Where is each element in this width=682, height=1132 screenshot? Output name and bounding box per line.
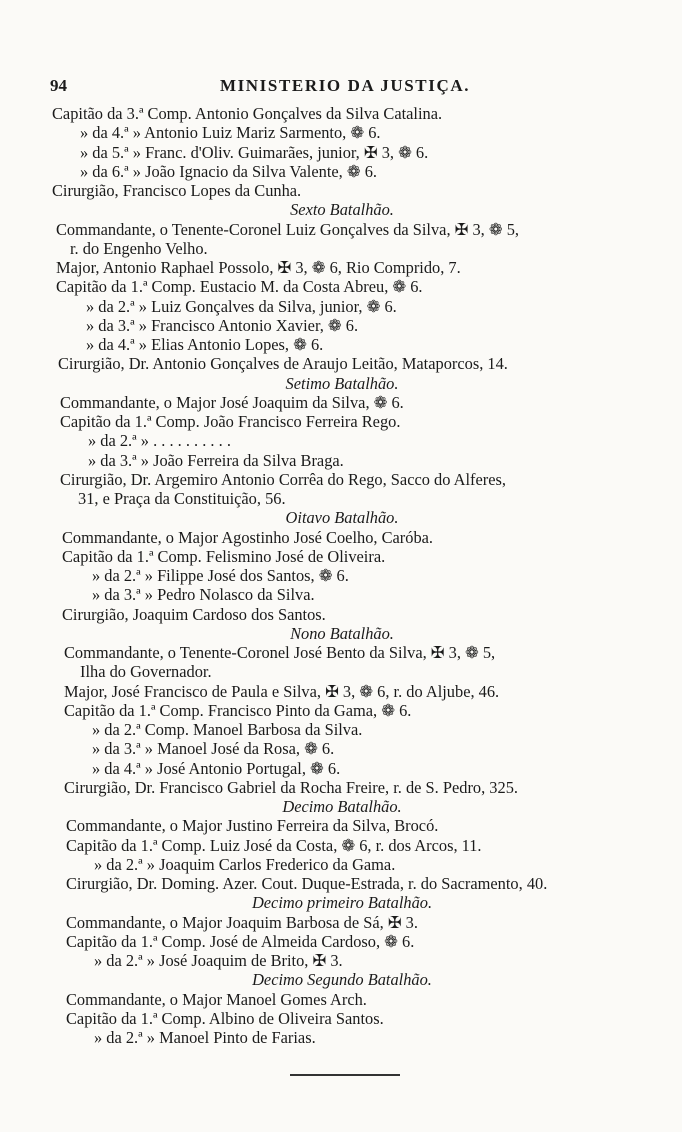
text-line: Capitão da 1.ª Comp. Eustacio M. da Costa Abreu, ❁ 6. xyxy=(56,277,423,297)
text-line: » da 2.ª » . . . . . . . . . . xyxy=(88,431,231,451)
text-line: » da 4.ª » José Antonio Portugal, ❁ 6. xyxy=(92,758,341,778)
text-line: Commandante, o Major Agostinho José Coelho, Caróba. xyxy=(62,527,434,547)
text-line: » da 3.ª » Pedro Nolasco da Silva. xyxy=(92,585,315,605)
page-number: 94 xyxy=(50,76,67,95)
text-line: Cirurgião, Francisco Lopes da Cunha. xyxy=(52,181,302,200)
text-line: Commandante, o Tenente-Coronel José Bento da Silva, ✠ 3, ❁ 5, xyxy=(64,643,496,662)
text-line: Commandante, o Major Joaquim Barbosa de Sá, ✠ 3. xyxy=(66,912,418,932)
text-line: 31, e Praça da Constituição, 56. xyxy=(78,489,286,508)
section-heading: Nono Batalhão. xyxy=(290,623,394,643)
text-line: Cirurgião, Dr. Antonio Gonçalves de Araujo Leitão, Mataporcos, 14. xyxy=(58,354,508,374)
text-line: r. do Engenho Velho. xyxy=(70,238,208,258)
text-line: Cirurgião, Dr. Doming. Azer. Cout. Duque-Estrada, r. do Sacramento, 40. xyxy=(66,874,548,893)
text-line: » da 2.ª Comp. Manoel Barbosa da Silva. xyxy=(92,720,363,739)
text-line: Capitão da 1.ª Comp. Felismino José de Oliveira. xyxy=(62,546,386,566)
text-line: » da 6.ª » João Ignacio da Silva Valente, ❁ 6. xyxy=(80,161,377,181)
section-heading: Oitavo Batalhão. xyxy=(285,508,399,528)
text-line: Cirurgião, Dr. Argemiro Antonio Corrêa do Rego, Sacco do Alferes, xyxy=(60,469,506,489)
text-line: Capitão da 1.ª Comp. Albino de Oliveira Santos. xyxy=(66,1008,384,1028)
text-line: » da 3.ª » João Ferreira da Silva Braga. xyxy=(88,450,344,470)
text-line: Commandante, o Tenente-Coronel Luiz Gonçalves da Silva, ✠ 3, ❁ 5, xyxy=(56,219,519,239)
text-line: Capitão da 1.ª Comp. João Francisco Ferreira Rego. xyxy=(60,412,401,431)
text-line: Capitão da 3.ª Comp. Antonio Gonçalves da Silva Catalina. xyxy=(52,104,443,123)
text-line: Cirurgião, Joaquim Cardoso dos Santos. xyxy=(62,604,326,624)
text-line: Major, José Francisco de Paula e Silva, ✠ 3, ❁ 6, r. do Aljube, 46. xyxy=(64,681,500,701)
section-heading: Decimo Segundo Batalhão. xyxy=(252,970,432,990)
page-body xyxy=(52,104,632,1047)
section-heading: Decimo primeiro Batalhão. xyxy=(251,893,433,913)
text-line: Commandante, o Major José Joaquim da Silva, ❁ 6. xyxy=(60,392,404,412)
closing-rule xyxy=(290,1074,400,1076)
text-line: » da 2.ª » Manoel Pinto de Farias. xyxy=(94,1028,316,1047)
text-line: » da 3.ª » Francisco Antonio Xavier, ❁ 6. xyxy=(86,315,359,335)
text-line: » da 2.ª » Luiz Gonçalves da Silva, junior, ❁ 6. xyxy=(86,296,397,316)
text-line: » da 2.ª » Joaquim Carlos Frederico da Gama. xyxy=(94,854,396,874)
text-line: » da 2.ª » Filippe José dos Santos, ❁ 6. xyxy=(92,566,349,585)
section-heading: Sexto Batalhão. xyxy=(290,200,394,220)
text-line: Commandante, o Major Manoel Gomes Arch. xyxy=(66,989,367,1009)
page-header xyxy=(50,76,622,100)
text-line: Capitão da 1.ª Comp. Luiz José da Costa, ❁ 6, r. dos Arcos, 11. xyxy=(66,835,482,855)
text-line: Capitão da 1.ª Comp. José de Almeida Cardoso, ❁ 6. xyxy=(66,931,415,951)
running-title: MINISTERIO DA JUSTIÇA. xyxy=(219,76,471,95)
text-line: Capitão da 1.ª Comp. Francisco Pinto da Gama, ❁ 6. xyxy=(64,700,412,720)
text-line: » da 5.ª » Franc. d'Oliv. Guimarães, junior, ✠ 3, ❁ 6. xyxy=(80,142,429,162)
text-line: » da 2.ª » José Joaquim de Brito, ✠ 3. xyxy=(94,951,343,970)
text-line: » da 4.ª » Elias Antonio Lopes, ❁ 6. xyxy=(86,335,324,354)
text-line: Ilha do Governador. xyxy=(80,662,212,682)
section-heading: Decimo Batalhão. xyxy=(282,797,402,816)
text-line: » da 3.ª » Manoel José da Rosa, ❁ 6. xyxy=(92,739,335,759)
text-line: » da 4.ª » Antonio Luiz Mariz Sarmento, ❁ 6. xyxy=(80,123,381,143)
text-line: Major, Antonio Raphael Possolo, ✠ 3, ❁ 6, Rio Comprido, 7. xyxy=(56,258,461,277)
text-line: Commandante, o Major Justino Ferreira da Silva, Brocó. xyxy=(66,816,439,836)
text-line: Cirurgião, Dr. Francisco Gabriel da Rocha Freire, r. de S. Pedro, 325. xyxy=(64,777,518,797)
section-heading: Setimo Batalhão. xyxy=(285,373,399,393)
